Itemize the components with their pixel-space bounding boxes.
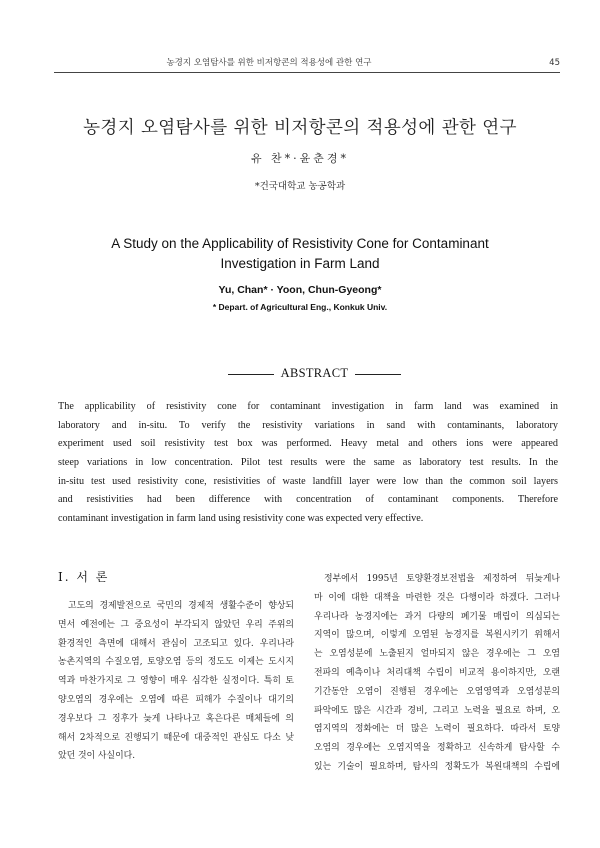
abstract-heading-row [0, 366, 600, 382]
abstract-heading: ABSTRACT [280, 366, 349, 380]
abstract-line: laboratory and in-situ. To verify the resistivity variations in sand with contaminants, laboratory [58, 419, 558, 431]
body-line: 고도의 경제발전으로 국민의 경제적 생활수준이 향상되 [68, 601, 294, 611]
english-affiliation: * Depart. of Agricultural Eng., Konkuk Univ. [212, 302, 388, 312]
page-number: 45 [549, 58, 560, 68]
body-line: 우리나라 농경지에는 과거 다량의 폐기물 매립이 의심되는 [314, 611, 560, 622]
english-authors: Yu, Chan* · Yoon, Chun-Gyeong* [218, 284, 382, 296]
header-rule [54, 72, 560, 73]
abstract-line: contaminant investigation in farm land using resistivity cone was expected very effective. [58, 513, 424, 525]
body-line: 농촌지역의 수질오염, 토양오염 등의 정도도 이제는 도시지 [58, 657, 294, 668]
body-line: 환경적인 측면에 대해서 관심이 고조되고 있다. 우리나라 [58, 638, 294, 649]
english-title-line-1: A Study on the Applicability of Resistivity Cone for Contaminant [111, 236, 489, 251]
body-line: 경우보다 그 징후가 늦게 나타나고 혹은다른 매체들에 의 [58, 713, 294, 724]
korean-title: 농경지 오염탐사를 위한 비저항콘의 적용성에 관한 연구 [83, 118, 517, 138]
body-column-left [58, 597, 294, 766]
body-line: 있는 기술이 필요하며, 탐사의 정확도가 복원대책의 수립에 [314, 761, 560, 772]
abstract-line: in-situ test used resistivity cone, resistivities of waste landfill layer were low than the common soil layers [58, 475, 558, 487]
abstract-line: experiment used soil resistivity test box was performed. Heavy metal and others ions were appeared [58, 438, 558, 450]
abstract-line: and resistivities had been difference with concentration of contaminant components. Therefore [58, 494, 558, 506]
body-line: 았던 것이 사실이다. [58, 751, 136, 762]
body-line: 기간동안 오염이 진행된 경우에는 오염영역과 오염성분의 [314, 686, 560, 697]
section-heading-introduction: Ⅰ. 서 론 [58, 570, 110, 584]
abstract-body [58, 398, 558, 529]
abstract-line: steep variations in low concentration. Pilot test results were the same as laboratory test results. In the [58, 457, 558, 469]
abstract-line: The applicability of resistivity cone for contaminant investigation in farm land was examined in [58, 401, 558, 412]
body-line: 정부에서 1995년 토양환경보전법을 제정하여 뒤늦게나 [324, 574, 560, 584]
english-title-line-2: Investigation in Farm Land [220, 256, 380, 271]
body-column-right [314, 570, 560, 777]
body-line: 파악에도 많은 시간과 경비, 그리고 노력을 필요로 하며, 오 [314, 705, 560, 716]
body-line: 양오염의 경우에는 오염에 따른 피해가 수질이나 대기의 [58, 694, 294, 705]
body-line: 지역이 많으며, 이렇게 오염된 농경지를 복원시키기 위해서 [314, 630, 560, 641]
korean-authors: 유 찬*·윤춘경* [250, 152, 350, 165]
body-line: 역과 마찬가지로 그 영향이 매우 심각한 실정이다. 특히 토 [58, 676, 294, 687]
body-line: 해서 2차적으로 진행되기 때문에 대중적인 관심도 다소 낮 [58, 732, 294, 743]
body-line: 는 오염성분에 노출된지 얼마되지 않은 경우에는 그 오염 [314, 649, 560, 660]
abstract-rule-right [355, 374, 401, 375]
body-line: 전파의 예측이나 처리대책 수립이 비교적 용이하지만, 오랜 [314, 667, 560, 678]
body-line: 염지역의 정화에는 더 많은 노력이 필요하다. 따라서 토양 [314, 724, 560, 735]
body-line: 면서 예전에는 그 중요성이 부각되지 않았던 우리 주위의 [58, 619, 294, 630]
running-header-title: 농경지 오염탐사를 위한 비저항콘의 적용성에 관한 연구 [166, 58, 372, 68]
body-line: 오염의 경우에는 오염지역을 정확하고 신속하게 탐사할 수 [314, 743, 560, 754]
running-header [54, 57, 560, 71]
abstract-rule-left [228, 374, 274, 375]
body-line: 마 이에 대한 대책을 마련한 것은 다행이라 하겠다. 그러나 [314, 592, 560, 603]
korean-affiliation: *건국대학교 농공학과 [254, 181, 346, 192]
english-title [0, 234, 600, 274]
